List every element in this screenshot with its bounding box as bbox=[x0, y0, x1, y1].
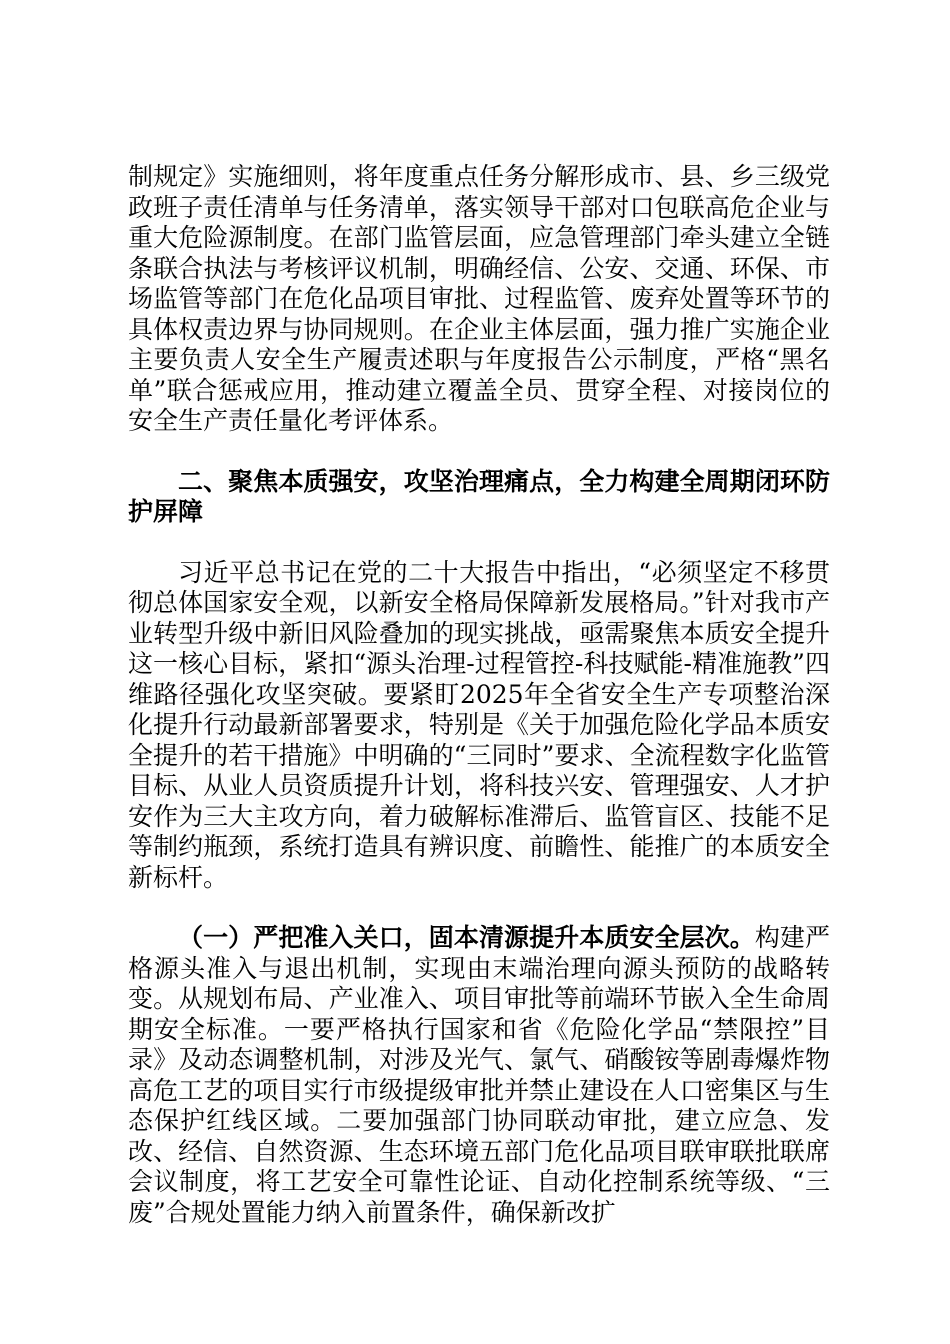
document-page bbox=[128, 162, 830, 1228]
paragraph-responsibility-system: 制规定》实施细则，将年度重点任务分解形成市、县、乡三级党政班子责任清单与任务清单，落实领导干部对口包联高危企业与重大危险源制度。在部门监管层面，应急管理部门牵头建立全链条联合执法与考核评议机制，明确经信、公安、交通、环保、市场监管等部门在危化品项目审批、过程监管、废弃处置等环节的具体权责边界与协同规则。在企业主体层面，强力推广实施企业主要负责人安全生产履责述职与年度报告公示制度，严格“黑名单”联合惩戒应用，推动建立覆盖全员、贯穿全程、对接岗位的安全生产责任量化考评体系。 bbox=[128, 162, 830, 435]
sub-heading-1: （一）严把准入关口，固本清源提升本质安全层次。 bbox=[178, 923, 755, 952]
paragraph-intrinsic-safety: 习近平总书记在党的二十大报告中指出，“必须坚定不移贯彻总体国家安全观，以新安全格局保障新发展格局。”针对我市产业转型升级中新旧风险叠加的现实挑战，亟需聚焦本质安全提升这一核心目标，紧扣“源头治理-过程管控-科技赋能-精准施教”四维路径强化攻坚突破。要紧盯2025年全省安全生产专项整治深化提升行动最新部署要求，特别是《关于加强危险化学品本质安全提升的若干措施》中明确的“三同时”要求、全流程数字化监管目标、从业人员资质提升计划，将科技兴安、管理强安、人才护安作为三大主攻方向，着力破解标准滞后、监管盲区、技能不足等制约瓶颈，系统打造具有辨识度、前瞻性、能推广的本质安全新标杆。 bbox=[128, 557, 830, 892]
sub-section-body: 构建严格源头准入与退出机制，实现由末端治理向源头预防的战略转变。从规划布局、产业准入、项目审批等前端环节嵌入全生命周期安全标准。一要严格执行国家和省《危险化学品“禁限控”目录》及动态调整机制，对涉及光气、氯气、硝酸铵等剧毒爆炸物高危工艺的项目实行市级提级审批并禁止建设在人口密集区与生态保护红线区域。二要加强部门协同联动审批，建立应急、发改、经信、自然资源、生态环境五部门危化品项目联审联批联席会议制度，将工艺安全可靠性论证、自动化控制系统等级、“三废”合规处置能力纳入前置条件，确保新改扩 bbox=[128, 923, 830, 1227]
paragraph-access-control bbox=[128, 923, 830, 1228]
section-heading-2: 二、聚焦本质强安，攻坚治理痛点，全力构建全周期闭环防护屏障 bbox=[128, 466, 830, 526]
